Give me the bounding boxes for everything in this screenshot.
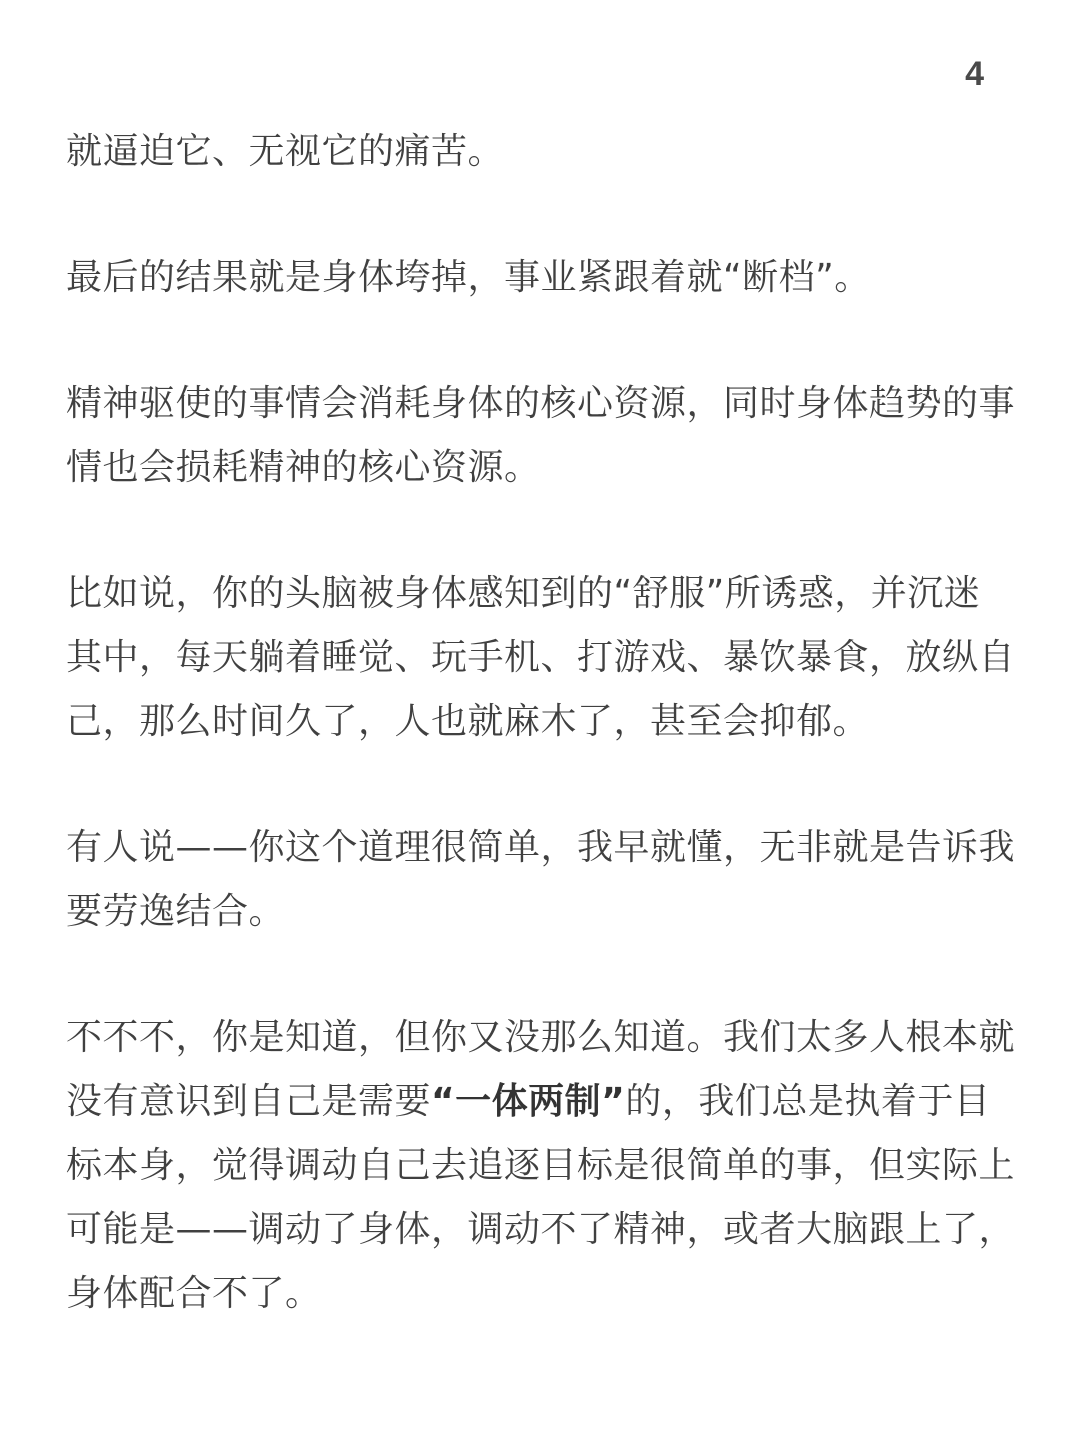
paragraph-3: 精神驱使的事情会消耗身体的核心资源，同时身体趋势的事情也会损耗精神的核心资源。 xyxy=(66,383,1016,488)
paragraph-4: 比如说，你的头脑被身体感知到的“舒服”所诱惑，并沉迷其中，每天躺着睡觉、玩手机、打游戏、暴饮暴食，放纵自己，那么时间久了，人也就麻木了，甚至会抑郁。 xyxy=(66,573,1016,742)
page-number: 4 xyxy=(965,55,984,93)
paragraph-6 xyxy=(66,1006,1016,1326)
paragraph-5: 有人说——你这个道理很简单，我早就懂，无非就是告诉我要劳逸结合。 xyxy=(66,827,1016,932)
article-body xyxy=(66,120,1016,1388)
paragraph-6-after: 的，我们总是执着于目标本身，觉得调动自己去追逐目标是很简单的事，但实际上可能是——调动了身体，调动不了精神，或者大脑跟上了，身体配合不了。 xyxy=(66,1081,1016,1314)
emphasis-term: “一体两制” xyxy=(431,1081,626,1122)
paragraph-1: 就逼迫它、无视它的痛苦。 xyxy=(66,131,505,172)
paragraph-2: 最后的结果就是身体垮掉，事业紧跟着就“断档”。 xyxy=(66,257,871,298)
paragraph-6-before: 不不不，你是知道，但你又没那么知道。我们太多人根本就没有意识到自己是需要 xyxy=(66,1017,1016,1122)
